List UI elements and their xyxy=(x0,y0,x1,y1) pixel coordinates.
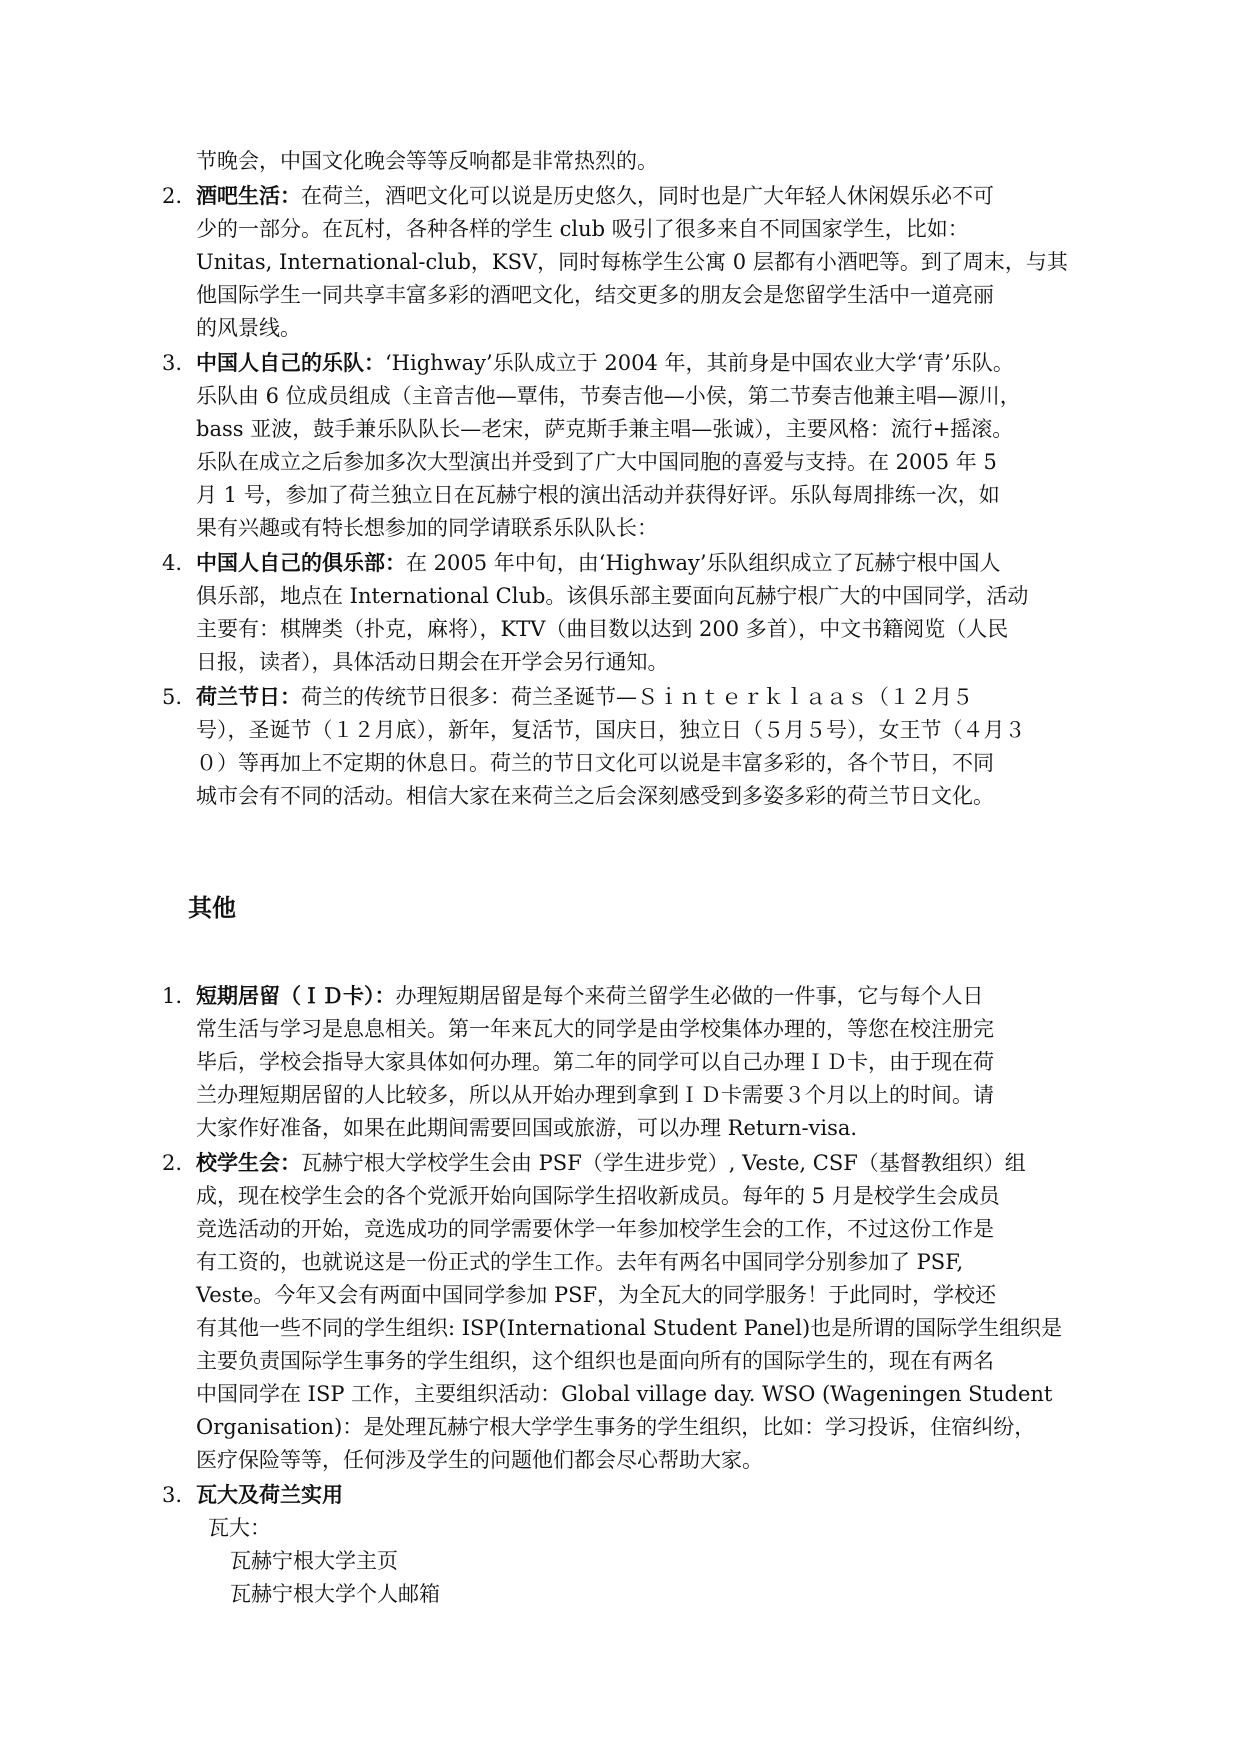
item-line: 常生活与学习是息息相关。第一年来瓦大的同学是由学校集体办理的，等您在校注册完 xyxy=(196,1017,994,1041)
item-line xyxy=(196,180,1076,213)
item-line: 果有兴趣或有特长想参加的同学请联系乐队队长： xyxy=(196,516,658,540)
item-line: 中国同学在 ISP 工作，主要组织活动：Global village day. WSO (Wageningen Student xyxy=(196,1382,1053,1406)
item-line: 他国际学生一同共享丰富多彩的酒吧文化，结交更多的朋友会是您留学生活中一道亮丽 xyxy=(196,283,994,307)
item-line: Organisation)：是处理瓦赫宁根大学学生事务的学生组织，比如：学习投诉，住宿纠纷， xyxy=(196,1415,1036,1439)
item-title: 校学生会： xyxy=(196,1151,301,1175)
list-number: 3. xyxy=(162,1483,183,1507)
item-title: 酒吧生活： xyxy=(196,184,301,208)
item-line: 少的一部分。在瓦村，各种各样的学生 club 吸引了很多来自不同国家学生，比如： xyxy=(196,217,969,241)
link-wur-homepage[interactable]: 瓦赫宁根大学主页 xyxy=(230,1549,398,1573)
item-line: 成，现在校学生会的各个党派开始向国际学生招收新成员。每年的 5 月是校学生会成员 xyxy=(196,1184,1000,1208)
item-line xyxy=(196,1147,1076,1180)
list-item-band xyxy=(162,347,1076,545)
item-line: 乐队在成立之后参加多次大型演出并受到了广大中国同胞的喜爱与支持。在 2005 年 5 xyxy=(196,450,997,474)
list-item-club xyxy=(162,547,1076,679)
item-line xyxy=(196,547,1076,580)
item-title: 中国人自己的俱乐部： xyxy=(196,551,406,575)
list-number: 2. xyxy=(162,184,183,208)
item-line: 毕后，学校会指导大家具体如何办理。第二年的同学可以自己办理ＩＤ卡，由于现在荷 xyxy=(196,1050,994,1074)
item-line: 日报，读者），具体活动日期会在开学会另行通知。 xyxy=(196,650,669,674)
item-line: 有其他一些不同的学生组织: ISP(International Student Panel)也是所谓的国际学生组织是 xyxy=(196,1316,1063,1340)
item-text: ‘Highway’乐队成立于 2004 年，其前身是中国农业大学‘青’乐队。 xyxy=(385,351,1014,375)
item-text: 在 2005 年中旬，由‘Highway’乐队组织成立了瓦赫宁根中国人 xyxy=(406,551,1001,575)
list-number: 2. xyxy=(162,1151,183,1175)
item-line: Unitas, International-club，KSV，同时每栋学生公寓 0 层都有小酒吧等。到了周末，与其 xyxy=(196,250,1068,274)
item-line: bass 亚波，鼓手兼乐队队长—老宋，萨克斯手兼主唱—张诚），主要风格：流行+摇滚。 xyxy=(196,417,1014,441)
item-line: 月 1 号，参加了荷兰独立日在瓦赫宁根的演出活动并获得好评。乐队每周排练一次，如 xyxy=(196,483,1000,507)
item-text: 荷兰的传统节日很多：荷兰圣诞节—Ｓｉｎｔｅｒｋｌａａｓ（１２月５ xyxy=(301,685,973,709)
item-line: 有工资的，也就说这是一份正式的学生工作。去年有两名中国同学分别参加了 PSF, xyxy=(196,1250,964,1274)
item-line: 的风景线。 xyxy=(196,316,301,340)
section-heading: 其他 xyxy=(188,894,236,922)
item-line: 号），圣诞节（１２月底），新年，复活节，国庆日，独立日（５月５号），女王节（４月３ xyxy=(196,718,1026,742)
item-title: 瓦大及荷兰实用 xyxy=(196,1483,343,1507)
item-text: 瓦赫宁根大学校学生会由 PSF（学生进步党）, Veste, CSF（基督教组织）组 xyxy=(301,1151,1026,1175)
item-line xyxy=(196,347,1076,380)
item-line: 竞选活动的开始，竞选成功的同学需要休学一年参加校学生会的工作，不过这份工作是 xyxy=(196,1217,994,1241)
link-wur-email[interactable]: 瓦赫宁根大学个人邮箱 xyxy=(230,1582,440,1606)
item-line: ０）等再加上不定期的休息日。荷兰的节日文化可以说是丰富多彩的，各个节日，不同 xyxy=(196,751,994,775)
item-title: 中国人自己的乐队： xyxy=(196,351,385,375)
continuation-line: 节晚会，中国文化晚会等等反响都是非常热烈的。 xyxy=(196,149,658,173)
list-number: 5. xyxy=(162,685,183,709)
list-number: 1. xyxy=(162,984,183,1008)
list-number: 4. xyxy=(162,551,183,575)
item-title: 荷兰节日： xyxy=(196,685,301,709)
item-text: 办理短期居留是每个来荷兰留学生必做的一件事，它与每个人日 xyxy=(395,984,984,1008)
item-text: 在荷兰，酒吧文化可以说是历史悠久，同时也是广大年轻人休闲娱乐必不可 xyxy=(301,184,994,208)
list-item-useful-links xyxy=(162,1479,1076,1611)
sublabel-wur: 瓦大： xyxy=(208,1516,271,1540)
item-line: Veste。今年又会有两面中国同学参加 PSF，为全瓦大的同学服务！于此同时，学校还 xyxy=(196,1283,997,1307)
item-line: 医疗保险等等，任何涉及学生的问题他们都会尽心帮助大家。 xyxy=(196,1448,763,1472)
section-student-life xyxy=(0,145,1241,815)
list-item-student-union xyxy=(162,1147,1076,1477)
list-item-holidays xyxy=(162,681,1076,813)
item-line xyxy=(196,980,1076,1013)
list-item-bar-life xyxy=(162,180,1076,345)
list-number: 3. xyxy=(162,351,183,375)
item-line: 大家作好准备，如果在此期间需要回国或旅游，可以办理 Return-visa. xyxy=(196,1116,858,1140)
item-line: 乐队由 6 位成员组成（主音吉他—覃伟，节奏吉他—小侯，第二节奏吉他兼主唱—源川， xyxy=(196,384,1021,408)
item-line: 城市会有不同的活动。相信大家在来荷兰之后会深刻感受到多姿多彩的荷兰节日文化。 xyxy=(196,784,994,808)
continuation-paragraph xyxy=(196,145,1076,178)
item-line: 主要有：棋牌类（扑克，麻将），KTV（曲目数以达到 200 多首），中文书籍阅览（人民 xyxy=(196,617,1009,641)
item-title: 短期居留（ＩＤ卡）： xyxy=(196,984,396,1008)
item-line: 兰办理短期居留的人比较多，所以从开始办理到拿到ＩＤ卡需要３个月以上的时间。请 xyxy=(196,1083,994,1107)
item-line: 俱乐部，地点在 International Club。该俱乐部主要面向瓦赫宁根广大的中国同学，活动 xyxy=(196,584,1029,608)
item-line xyxy=(196,681,1076,714)
section-other xyxy=(0,980,1241,1613)
list-item-residence xyxy=(162,980,1076,1145)
item-line: 主要负责国际学生事务的学生组织，这个组织也是面向所有的国际学生的，现在有两名 xyxy=(196,1349,994,1373)
